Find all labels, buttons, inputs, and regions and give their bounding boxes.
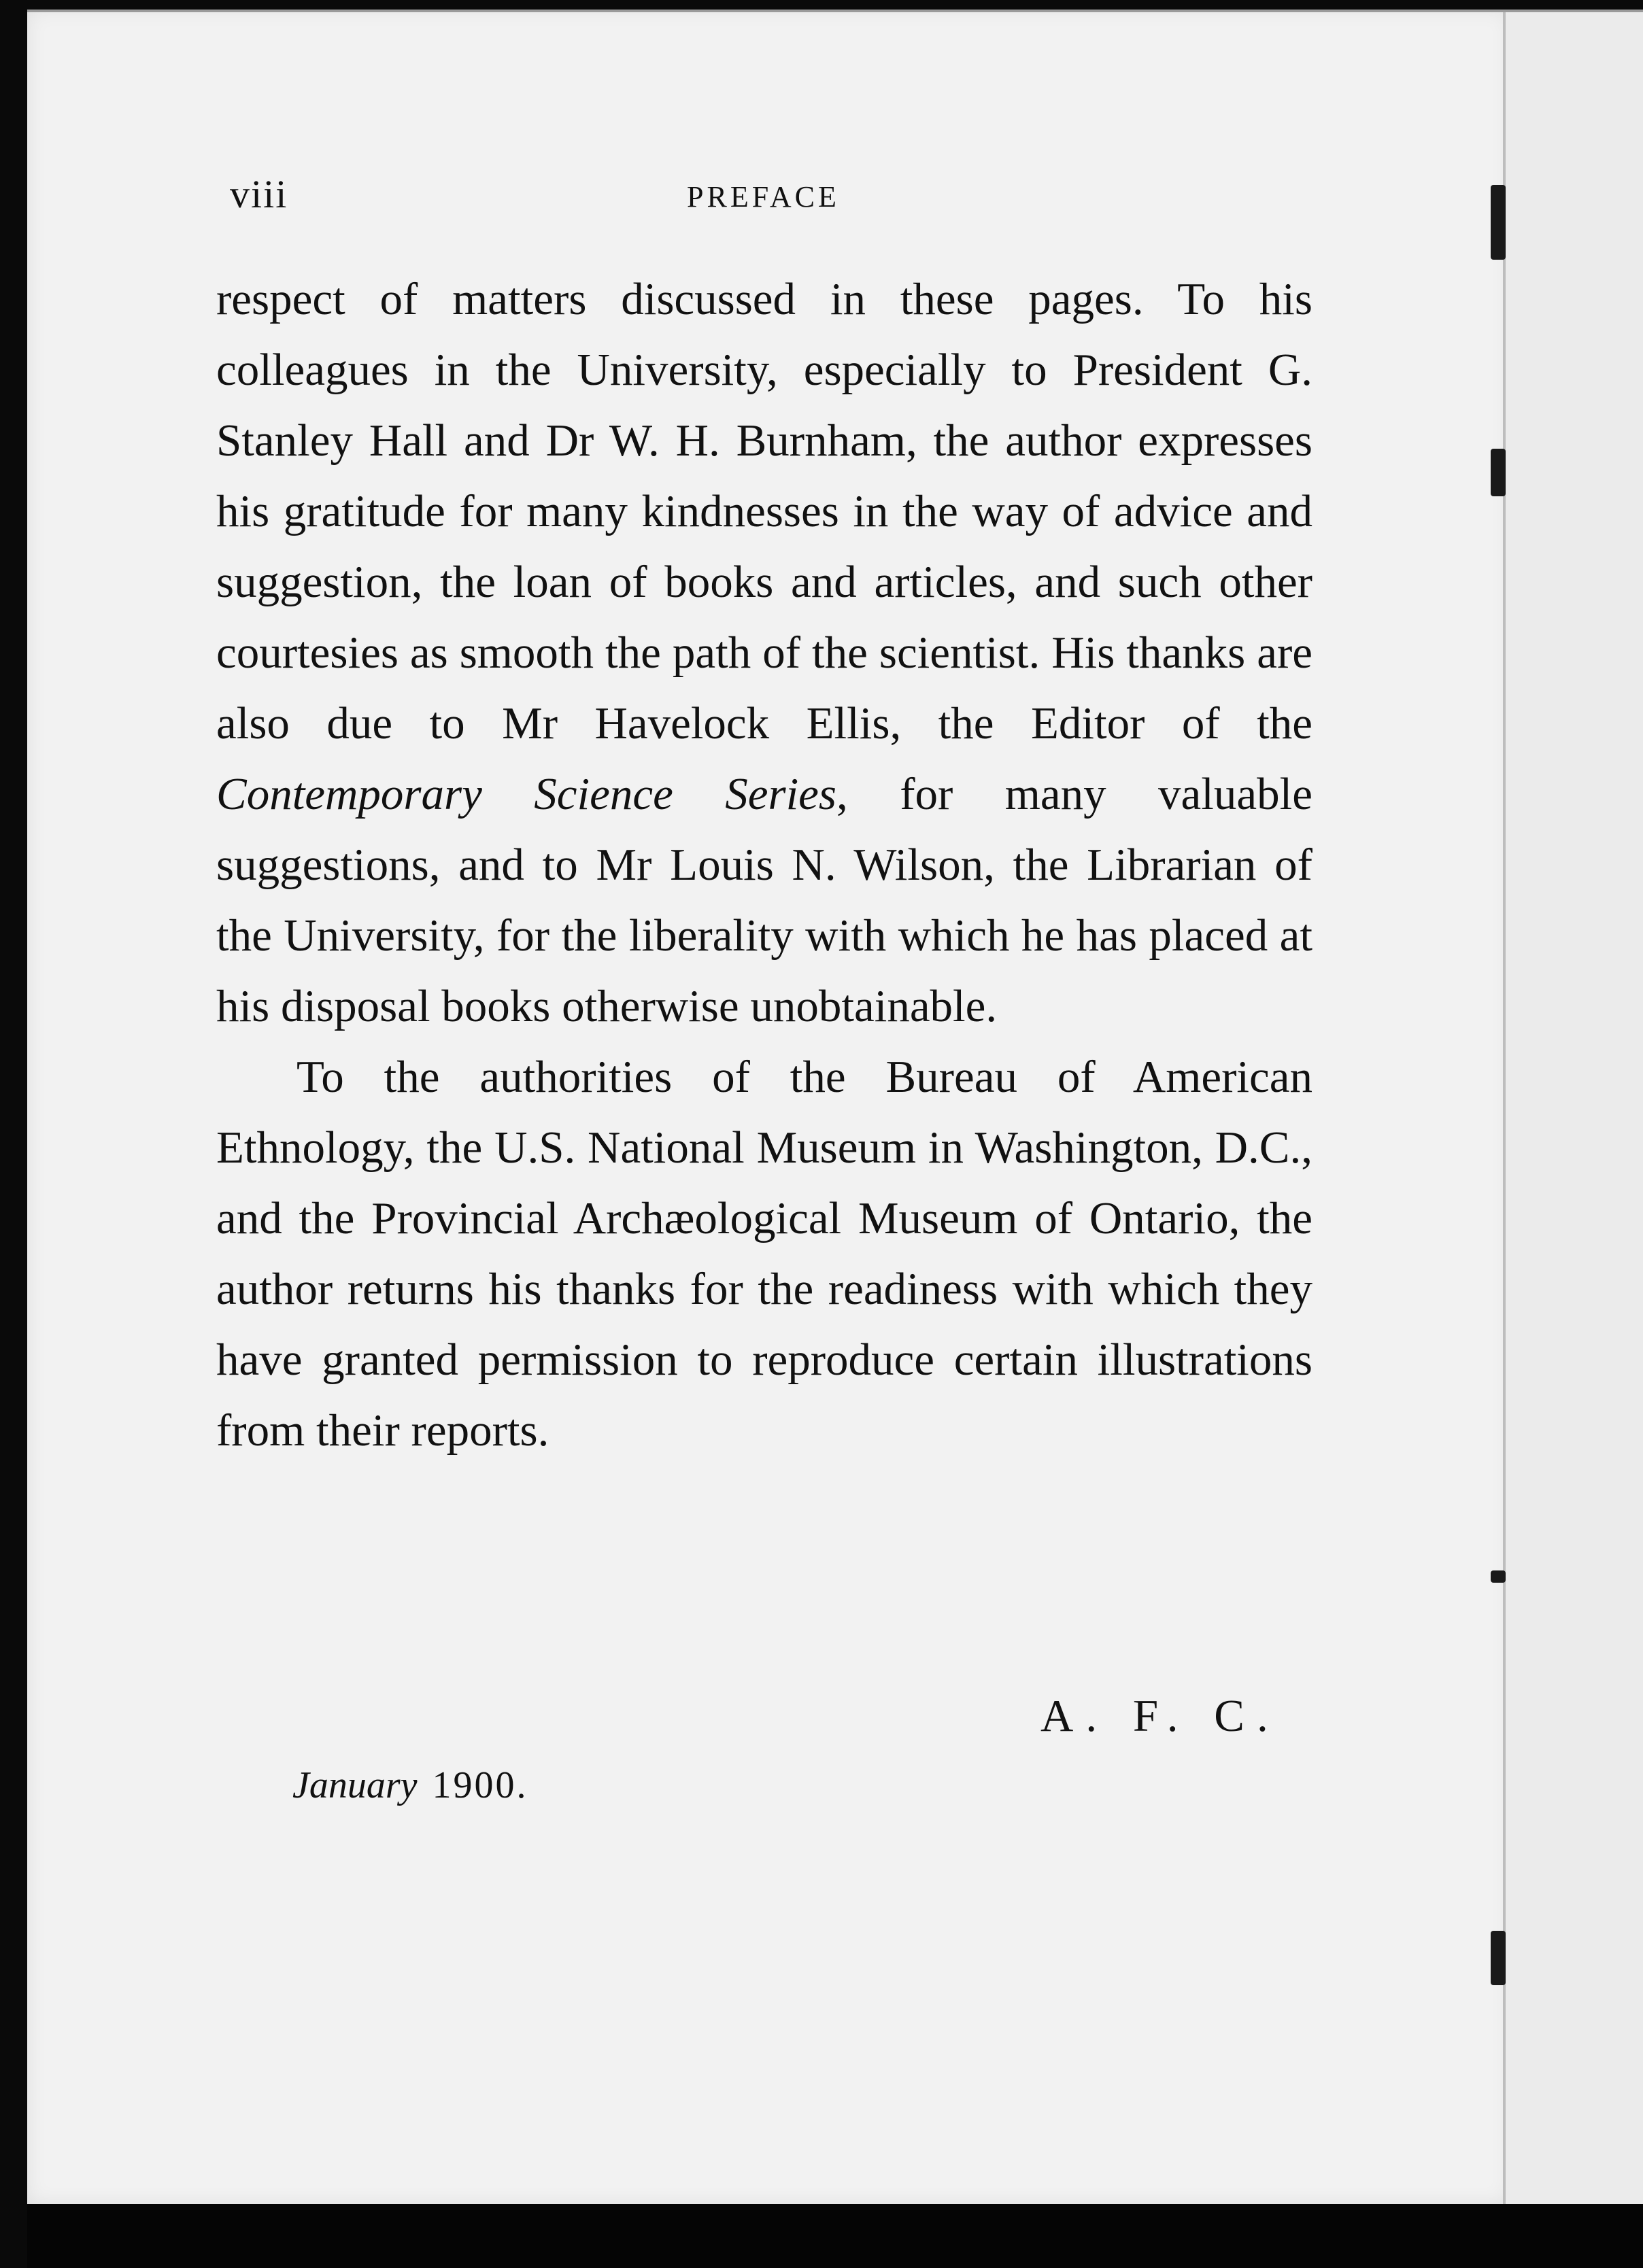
paragraph: [216, 264, 1312, 1042]
paragraph: To the authorities of the Bureau of American Ethnology, the U.S. National Museum in Washington, D.C., and the Provincial Archæological Museum of Ontario, the author returns his thanks for the readiness with which they have granted permission to reproduce certain illustrations from their reports.: [216, 1052, 1312, 1456]
date-year: 1900.: [432, 1764, 528, 1806]
running-title: PREFACE: [687, 180, 840, 213]
gutter-mark: [1491, 185, 1506, 260]
series-title: Contemporary Science Series: [216, 769, 836, 819]
date-month: January: [292, 1764, 418, 1806]
scan-bottom-edge: [27, 2204, 1643, 2268]
page-top-edge: [27, 10, 1643, 12]
page-number: viii: [230, 172, 288, 216]
gutter-mark: [1491, 1570, 1506, 1583]
paragraph-text: , for many valuable suggestions, and to Mr Louis N. Wilson, the Librarian of the University, for the liberality with which he has placed at his disposal books otherwise unobtainable.: [216, 769, 1312, 1031]
running-head: [230, 171, 1236, 226]
gutter-mark: [1491, 449, 1506, 496]
gutter-mark: [1491, 1931, 1506, 1985]
dateline: [292, 1764, 528, 1807]
author-initials: A. F. C.: [1040, 1691, 1281, 1741]
page-gutter: [1503, 10, 1643, 2204]
paragraph-text: respect of matters discussed in these pages. To his colleagues in the University, especially to President G. Stanley Hall and Dr W. H. Burnham, the author expresses his gratitude for many kindnesses in the way of advice and suggestion, the loan of books and articles, and such other courtesies as smooth the path of the scientist. His thanks are also due to Mr Havelock Ellis, the Editor of the: [216, 274, 1312, 749]
preface-body: [216, 264, 1312, 1466]
